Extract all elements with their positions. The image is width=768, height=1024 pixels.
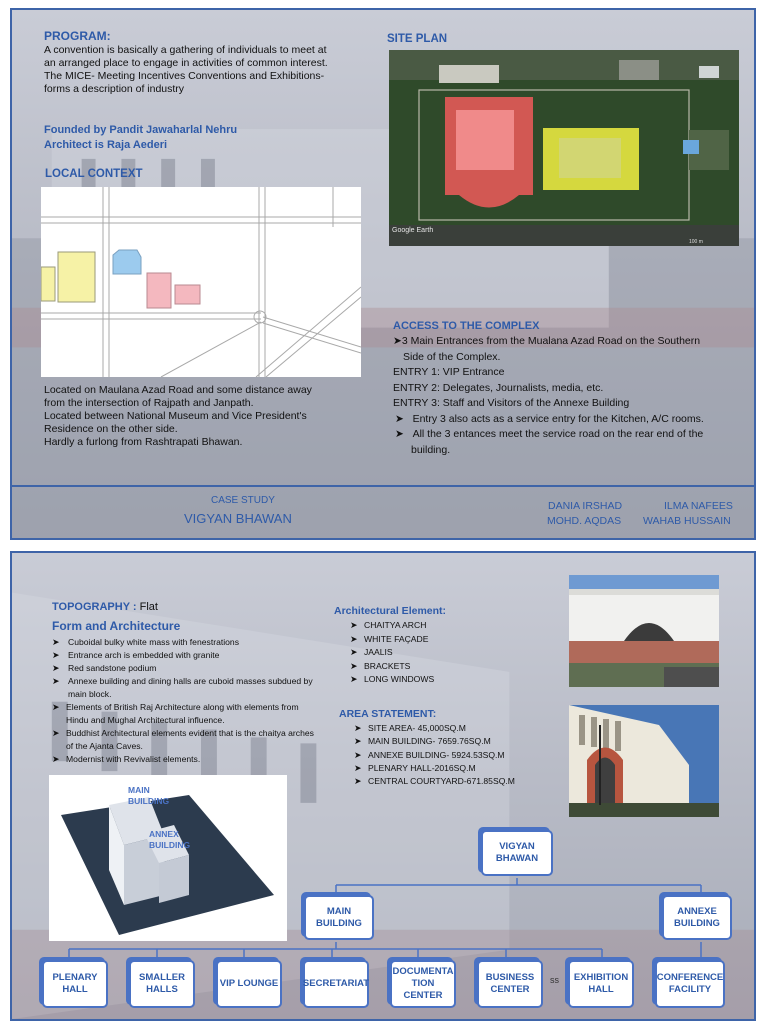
tree-node-root: VIGYAN BHAWAN	[481, 830, 553, 876]
local-context-heading: LOCAL CONTEXT	[45, 168, 143, 180]
access-heading: ACCESS TO THE COMPLEX	[393, 320, 540, 332]
program-line: an arranged place to engage in activities of common interest.	[44, 57, 328, 69]
site-plan-heading: SITE PLAN	[387, 33, 448, 45]
tree-node-child: VIP LOUNGE	[216, 960, 282, 1008]
topography-label: TOPOGRAPHY :	[52, 601, 137, 613]
tree-node-child: EXHIBITION HALL	[568, 960, 634, 1008]
author-name: MOHD. AQDAS	[547, 515, 622, 527]
form-item: ➤ Annexe building and dining halls are cuboid masses subdued by main block.	[52, 675, 320, 701]
google-earth-watermark: Google Earth	[392, 227, 434, 234]
slide-1	[10, 8, 756, 540]
case-study-title: VIGYAN BHAWAN	[184, 511, 292, 526]
access-line: ➤ Entry 3 also acts as a service entry for the Kitchen, A/C rooms.	[395, 412, 704, 425]
tree-node-child: PLENARY HALL	[42, 960, 108, 1008]
access-line: ENTRY 1: VIP Entrance	[393, 366, 505, 378]
arch-element-list	[350, 619, 434, 687]
arch-element-item: ➤ LONG WINDOWS	[350, 673, 434, 687]
access-line: ENTRY 2: Delegates, Journalists, media, etc.	[393, 381, 604, 394]
local-context-line: Residence on the other side.	[44, 423, 178, 435]
local-context-line: Hardly a furlong from Rashtrapati Bhawan.	[44, 436, 243, 448]
area-item: ➤ CENTRAL COURTYARD-671.85SQ.M	[354, 775, 515, 788]
tree-node-annexe: ANNEXE BUILDING	[662, 895, 732, 940]
arch-element-item: ➤ WHITE FAÇADE	[350, 633, 434, 647]
area-list	[354, 722, 515, 788]
arch-element-heading: Architectural Element:	[334, 605, 447, 617]
access-line: ➤3 Main Entrances from the Mualana Azad Road on the Southern	[393, 335, 701, 347]
local-context-map	[41, 187, 361, 377]
local-context-line: Located between National Museum and Vice President's	[44, 410, 307, 422]
tree-node-child: BUSINESS CENTER	[477, 960, 543, 1008]
arrow-icon: ➤	[395, 428, 404, 440]
form-item: ➤ Entrance arch is embedded with granite	[52, 649, 320, 662]
arch-element-item: ➤ CHAITYA ARCH	[350, 619, 434, 633]
tree-node-child: CONFERENCE FACILITY	[655, 960, 725, 1008]
footer-divider	[12, 485, 754, 487]
local-context-line: Located on Maulana Azad Road and some distance away	[44, 384, 312, 396]
area-item: ➤ PLENARY HALL-2016SQ.M	[354, 762, 515, 775]
arrow-icon: ➤	[393, 335, 402, 347]
form-item: ➤ Buddhist Architectural elements evident that is the chaitya arches of the Ajanta Caves.	[52, 727, 320, 753]
slide-2	[10, 551, 756, 1021]
author-name: DANIA IRSHAD	[548, 500, 623, 512]
topography-row	[52, 601, 158, 613]
massing-model-image	[49, 775, 287, 941]
author-name: WAHAB HUSSAIN	[643, 515, 731, 527]
access-line: ENTRY 3: Staff and Visitors of the Annexe Building	[393, 397, 630, 409]
local-context-line: from the intersection of Rajpath and Janpath.	[44, 397, 254, 409]
area-item: ➤ SITE AREA- 45,000SQ.M	[354, 722, 515, 735]
form-item: ➤ Cuboidal bulky white mass with fenestrations	[52, 636, 320, 649]
tree-node-main: MAIN BUILDING	[304, 895, 374, 940]
area-heading: AREA STATEMENT:	[339, 708, 437, 720]
area-item: ➤ MAIN BUILDING- 7659.76SQ.M	[354, 735, 515, 748]
arch-element-item: ➤ BRACKETS	[350, 660, 434, 674]
site-plan-image	[389, 50, 739, 246]
program-line: The MICE- Meeting Incentives Conventions and Exhibitions-	[44, 70, 325, 82]
access-line: Side of the Complex.	[403, 350, 501, 363]
model-main-label: MAIN BUILDING	[128, 785, 170, 806]
local-context-text	[44, 384, 364, 449]
tree-node-child: SMALLER HALLS	[129, 960, 195, 1008]
access-text	[393, 334, 743, 458]
form-item: ➤ Red sandstone podium	[52, 662, 320, 675]
model-annex-label: ANNEX BUILDING	[149, 829, 191, 850]
entrance-arch-photo	[569, 705, 719, 817]
form-list	[52, 636, 320, 766]
building-facade-photo	[569, 575, 719, 687]
program-heading: PROGRAM:	[44, 29, 111, 43]
founded-text: Founded by Pandit Jawaharlal Nehru	[44, 124, 238, 136]
arrow-icon: ➤	[395, 412, 404, 425]
scale-label: 100 m	[689, 239, 703, 245]
architect-text: Architect is Raja Aederi	[44, 139, 168, 151]
topography-value: Flat	[139, 601, 158, 613]
author-name: ILMA NAFEES	[664, 500, 733, 512]
form-item: ➤ Modernist with Revivalist elements.	[52, 753, 320, 766]
program-line: A convention is basically a gathering of individuals to meet at	[44, 44, 327, 56]
access-line: ➤ All the 3 entances meet the service road on the rear end of the	[395, 428, 704, 440]
case-study-label: CASE STUDY	[211, 495, 275, 506]
program-line: forms a description of industry	[44, 83, 185, 95]
tree-node-child: DOCUMENTA TION CENTER	[390, 960, 456, 1008]
program-text	[44, 44, 374, 96]
form-heading: Form and Architecture	[52, 619, 181, 633]
area-item: ➤ ANNEXE BUILDING- 5924.53SQ.M	[354, 749, 515, 762]
arch-element-item: ➤ JAALIS	[350, 646, 434, 660]
form-item: ➤ Elements of British Raj Architecture along with elements from Hindu and Mughal Architectural influence.	[52, 701, 320, 727]
tree-node-child: SECRETARIAT	[303, 960, 369, 1008]
stray-text: ss	[550, 975, 559, 985]
access-line: building.	[411, 443, 451, 456]
